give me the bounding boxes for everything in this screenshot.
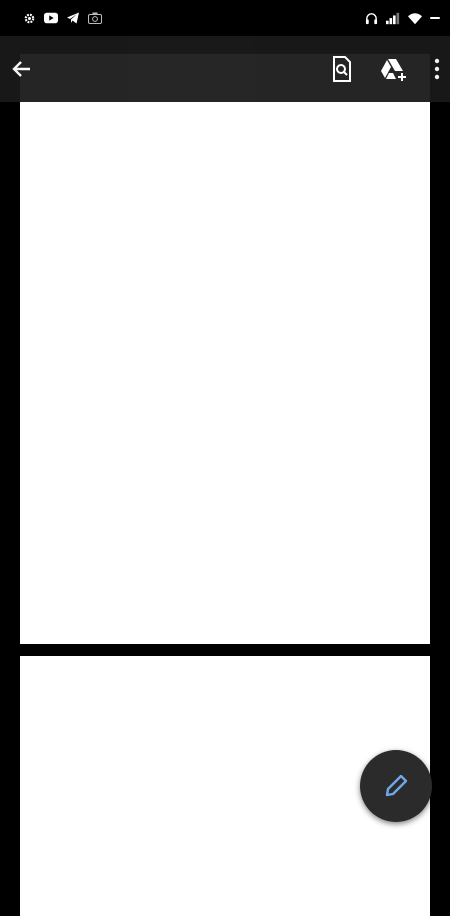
gear-icon — [22, 11, 36, 25]
battery-icon — [430, 17, 440, 19]
telegram-icon — [66, 11, 80, 25]
status-bar — [0, 0, 450, 36]
signal-icon — [386, 11, 400, 25]
youtube-icon — [44, 11, 58, 25]
headphones-icon — [364, 11, 378, 25]
wifi-icon — [408, 11, 422, 25]
document-page-1 — [20, 54, 430, 644]
edit-pencil-icon — [383, 773, 409, 799]
back-arrow-icon[interactable] — [10, 57, 34, 81]
add-to-drive-icon[interactable] — [380, 57, 408, 81]
search-document-icon[interactable] — [330, 56, 354, 82]
edit-button[interactable] — [360, 750, 432, 822]
camera-icon — [88, 11, 102, 25]
more-vert-icon[interactable] — [434, 58, 440, 80]
toolbar — [0, 36, 450, 102]
